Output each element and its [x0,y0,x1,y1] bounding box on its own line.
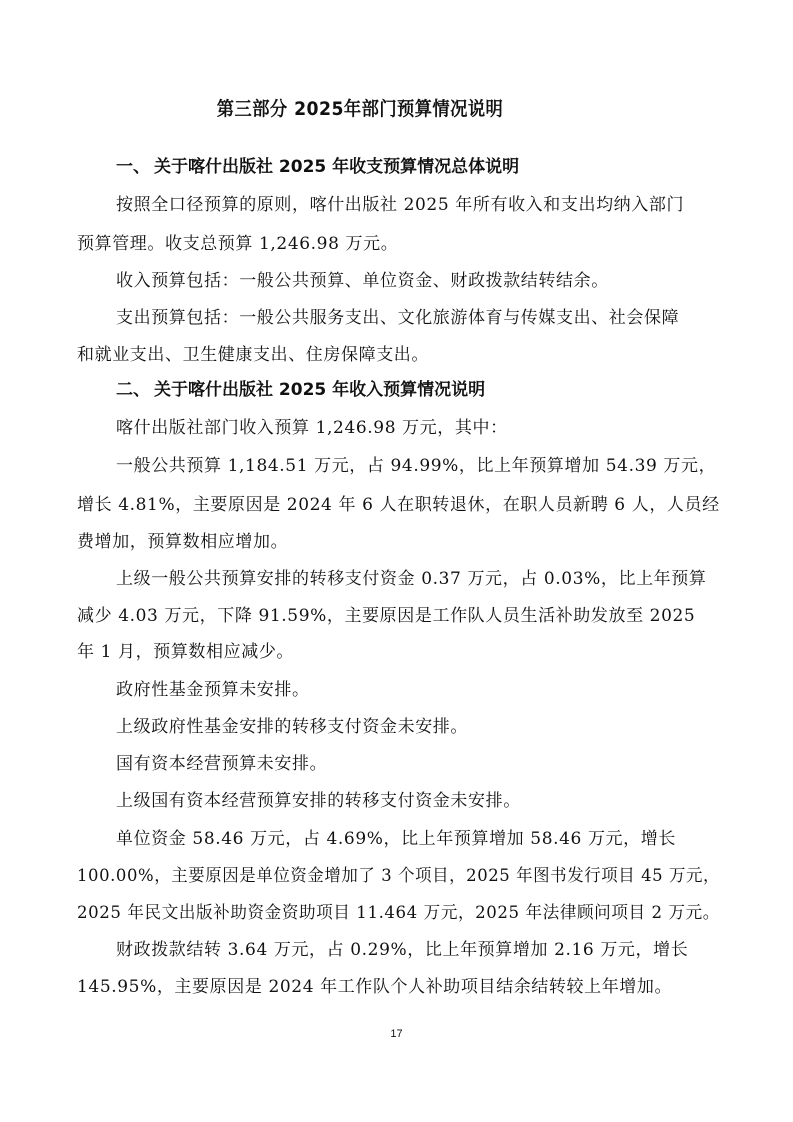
paragraph-line: 上级政府性基金安排的转移支付资金未安排。 [116,717,468,737]
section-number-1: 一、 [116,157,150,177]
paragraph-line: 上级一般公共预算安排的转移支付资金 0.37 万元，占 0.03%，比上年预算 [116,569,707,589]
paragraph-line: 年 1 月，预算数相应减少。 [77,642,295,662]
section-heading-1 [116,152,519,177]
paragraph-line: 和就业支出、卫生健康支出、住房保障支出。 [77,345,429,365]
paragraph-line: 喀什出版社部门收入预算 1,246.98 万元，其中： [116,418,508,438]
paragraph-line: 100.00%，主要原因是单位资金增加了 3 个项目，2025 年图书发行项目 45 万元， [77,866,721,886]
paragraph-line: 收入预算包括：一般公共预算、单位资金、财政拨款结转结余。 [116,271,609,291]
section-heading-text-1: 关于喀什出版社 2025 年收支预算情况总体说明 [154,157,520,177]
paragraph-line: 财政拨款结转 3.64 万元，占 0.29%，比上年预算增加 2.16 万元，增长 [116,940,689,960]
paragraph-line: 国有资本经营预算未安排。 [116,754,328,774]
page-number: 17 [390,1028,403,1040]
section-number-2: 二、 [116,380,150,400]
paragraph-line: 费增加，预算数相应增加。 [77,532,289,552]
page-title: 第三部分 2025年部门预算情况说明 [216,98,504,120]
paragraph-line: 减少 4.03 万元，下降 91.59%，主要原因是工作队人员生活补助发放至 2025 [77,606,696,626]
paragraph-line: 上级国有资本经营预算安排的转移支付资金未安排。 [116,791,521,811]
paragraph-line: 145.95%，主要原因是 2024 年工作队个人补助项目结余结转较上年增加。 [77,977,673,997]
paragraph-line: 增长 4.81%，主要原因是 2024 年 6 人在职转退休，在职人员新聘 6 人，人员经 [77,495,720,515]
paragraph-line: 按照全口径预算的原则，喀什出版社 2025 年所有收入和支出均纳入部门 [116,195,685,215]
section-heading-text-2: 关于喀什出版社 2025 年收入预算情况说明 [154,380,486,400]
paragraph-line: 预算管理。收支总预算 1,246.98 万元。 [77,234,399,254]
paragraph-line: 一般公共预算 1,184.51 万元，占 94.99%，比上年预算增加 54.39 万元， [116,456,717,476]
paragraph-line: 支出预算包括：一般公共服务支出、文化旅游体育与传媒支出、社会保障 [116,308,680,328]
paragraph-line: 单位资金 58.46 万元，占 4.69%，比上年预算增加 58.46 万元，增长 [116,829,676,849]
paragraph-line: 政府性基金预算未安排。 [116,680,310,700]
paragraph-line: 2025 年民文出版补助资金资助项目 11.464 万元，2025 年法律顾问项目 2 万元。 [77,903,720,923]
section-heading-2 [116,375,485,400]
